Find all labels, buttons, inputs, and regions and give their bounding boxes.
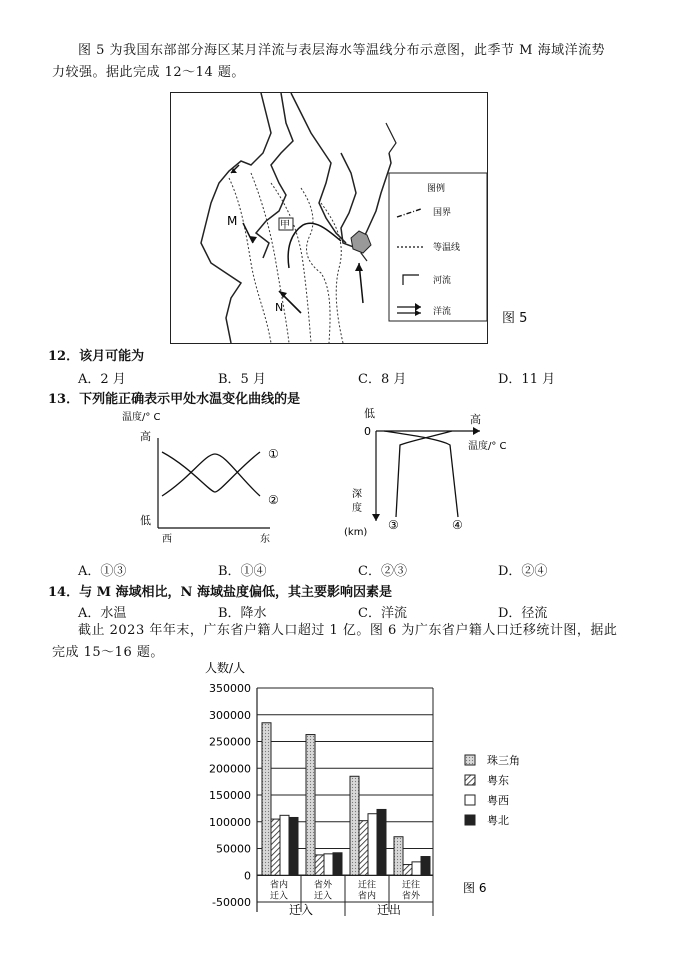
graph1-ylabel: 温度/° C — [122, 412, 161, 423]
y-axis-label: 人数/人 — [205, 661, 246, 675]
bar-粤东 — [315, 855, 324, 875]
category-label: 省内 — [269, 880, 289, 891]
bar-粤西 — [324, 854, 333, 875]
bar-珠三角 — [306, 735, 315, 876]
coast-korea — [341, 153, 391, 248]
legend-item-isotherm: 等温线 — [433, 243, 461, 253]
figure-6-label: 图 6 — [463, 881, 487, 895]
question-12-stem: 12．该月可能为 — [48, 349, 145, 364]
curve-1 — [162, 452, 260, 492]
q13-option-c: C．②③ — [358, 564, 407, 579]
graph1-low: 低 — [140, 514, 151, 527]
graph1-west: 西 — [162, 534, 172, 545]
isotherm — [301, 188, 330, 343]
isotherm — [321, 203, 343, 343]
bar-粤东 — [271, 819, 280, 875]
y-tick-label: 150000 — [209, 789, 251, 802]
graph2-low: 低 — [364, 407, 375, 420]
category-label: 迁入 — [269, 891, 289, 902]
group-label: 迁出 — [376, 903, 402, 917]
legend-item-current: 洋流 — [433, 307, 452, 317]
curve-2-label: ② — [268, 493, 279, 507]
bar-粤北 — [421, 857, 430, 876]
curve-4 — [384, 431, 458, 517]
q12-option-b: B．5 月 — [218, 372, 266, 387]
q14-option-d: D．径流 — [498, 606, 548, 621]
bar-粤北 — [289, 817, 298, 875]
bar-珠三角 — [350, 776, 359, 875]
y-tick-label: 300000 — [209, 708, 251, 722]
bar-粤东 — [359, 821, 368, 876]
isotherm — [251, 173, 289, 343]
legend-swatch — [465, 795, 475, 805]
curve-4-label: ④ — [452, 518, 463, 532]
bar-粤西 — [368, 814, 377, 876]
bar-粤西 — [280, 815, 289, 875]
map-svg — [171, 93, 487, 343]
q13-option-a: A．①③ — [78, 564, 127, 579]
border-line — [386, 123, 396, 153]
label-n: N — [275, 301, 284, 314]
isotherm — [271, 183, 311, 343]
graph2-depth-unit: (km) — [344, 527, 368, 538]
intro2-line-2: 完成 15～16 题。 — [52, 645, 164, 660]
y-tick-label: 350000 — [209, 682, 251, 695]
isotherm — [229, 178, 271, 343]
bar-珠三角 — [394, 837, 403, 876]
q13-option-d: D．②④ — [498, 564, 548, 579]
category-label: 省内 — [357, 891, 377, 902]
bar-珠三角 — [262, 723, 271, 875]
bar-粤西 — [412, 862, 421, 875]
y-tick-label: 250000 — [209, 735, 251, 749]
y-tick-label: 100000 — [209, 815, 251, 829]
q12-option-c: C．8 月 — [358, 372, 407, 387]
question-14-stem: 14．与 M 海域相比，N 海域盐度偏低，其主要影响因素是 — [48, 585, 392, 600]
legend-label: 珠三角 — [487, 754, 520, 767]
category-label: 省外 — [401, 891, 421, 902]
map-figure — [170, 92, 488, 344]
legend-label: 粤东 — [487, 774, 509, 787]
graph2-depth-2: 度 — [352, 503, 362, 514]
intro-paragraph-2 — [52, 620, 652, 664]
graph1-high: 高 — [140, 430, 151, 443]
q12-option-a: A．2 月 — [78, 372, 126, 387]
intro-paragraph-1 — [52, 40, 652, 84]
legend-label: 粤西 — [487, 794, 509, 807]
bar-粤北 — [333, 853, 342, 875]
category-label: 迁入 — [313, 891, 333, 902]
q13-graph-2 — [340, 405, 530, 555]
category-label: 迁往 — [357, 880, 377, 891]
q12-option-d: D．11 月 — [498, 372, 556, 387]
intro2-line-1: 截止 2023 年年末，广东省户籍人口超过 1 亿。图 6 为广东省户籍人口迁移统计图，据此 — [78, 623, 618, 638]
legend-swatch — [465, 775, 475, 785]
legend-swatch — [465, 755, 475, 765]
category-label: 迁往 — [401, 880, 421, 891]
category-label: 省外 — [313, 880, 333, 891]
label-m: M — [227, 214, 238, 228]
legend-item-river: 河流 — [433, 276, 452, 286]
chart-svg — [195, 660, 595, 922]
coast-north — [291, 93, 346, 243]
y-tick-label: -50000 — [212, 896, 251, 909]
curve-3 — [396, 431, 452, 517]
label-jia: 甲 — [280, 220, 290, 231]
population-chart — [195, 660, 595, 922]
graph2-high: 高 — [470, 413, 481, 426]
legend-swatch — [465, 815, 475, 825]
graph2-xlabel: 温度/° C — [468, 441, 507, 452]
curve-3-label: ③ — [388, 518, 399, 532]
coast-peninsula — [256, 93, 293, 258]
q14-option-b: B．降水 — [218, 606, 267, 621]
intro-line-1: 图 5 为我国东部部分海区某月洋流与表层海水等温线分布示意图，此季节 M 海域洋流势 — [78, 43, 606, 58]
figure-5-label: 图 5 — [502, 311, 528, 326]
y-tick-label: 200000 — [209, 762, 251, 776]
intro-line-2: 力较强。据此完成 12～14 题。 — [52, 65, 245, 80]
legend-item-border: 国界 — [433, 208, 452, 218]
legend-title: 图例 — [427, 184, 446, 194]
q13-option-b: B．①④ — [218, 564, 267, 579]
graph2-zero: 0 — [364, 425, 371, 438]
graph2-depth-1: 深 — [352, 489, 362, 500]
q14-option-c: C．洋流 — [358, 606, 407, 621]
bar-粤东 — [403, 865, 412, 876]
bar-粤北 — [377, 809, 386, 875]
island — [351, 231, 371, 253]
y-tick-label: 50000 — [216, 842, 251, 856]
legend-label: 粤北 — [487, 814, 509, 827]
graph1-east: 东 — [260, 534, 270, 545]
curve-1-label: ① — [268, 447, 279, 461]
q14-option-a: A．水温 — [78, 606, 127, 621]
group-label: 迁入 — [288, 903, 314, 917]
q13-graph-1 — [120, 408, 300, 548]
y-tick-label: 0 — [244, 869, 251, 883]
question-13-stem: 13．下列能正确表示甲处水温变化曲线的是 — [48, 392, 301, 407]
